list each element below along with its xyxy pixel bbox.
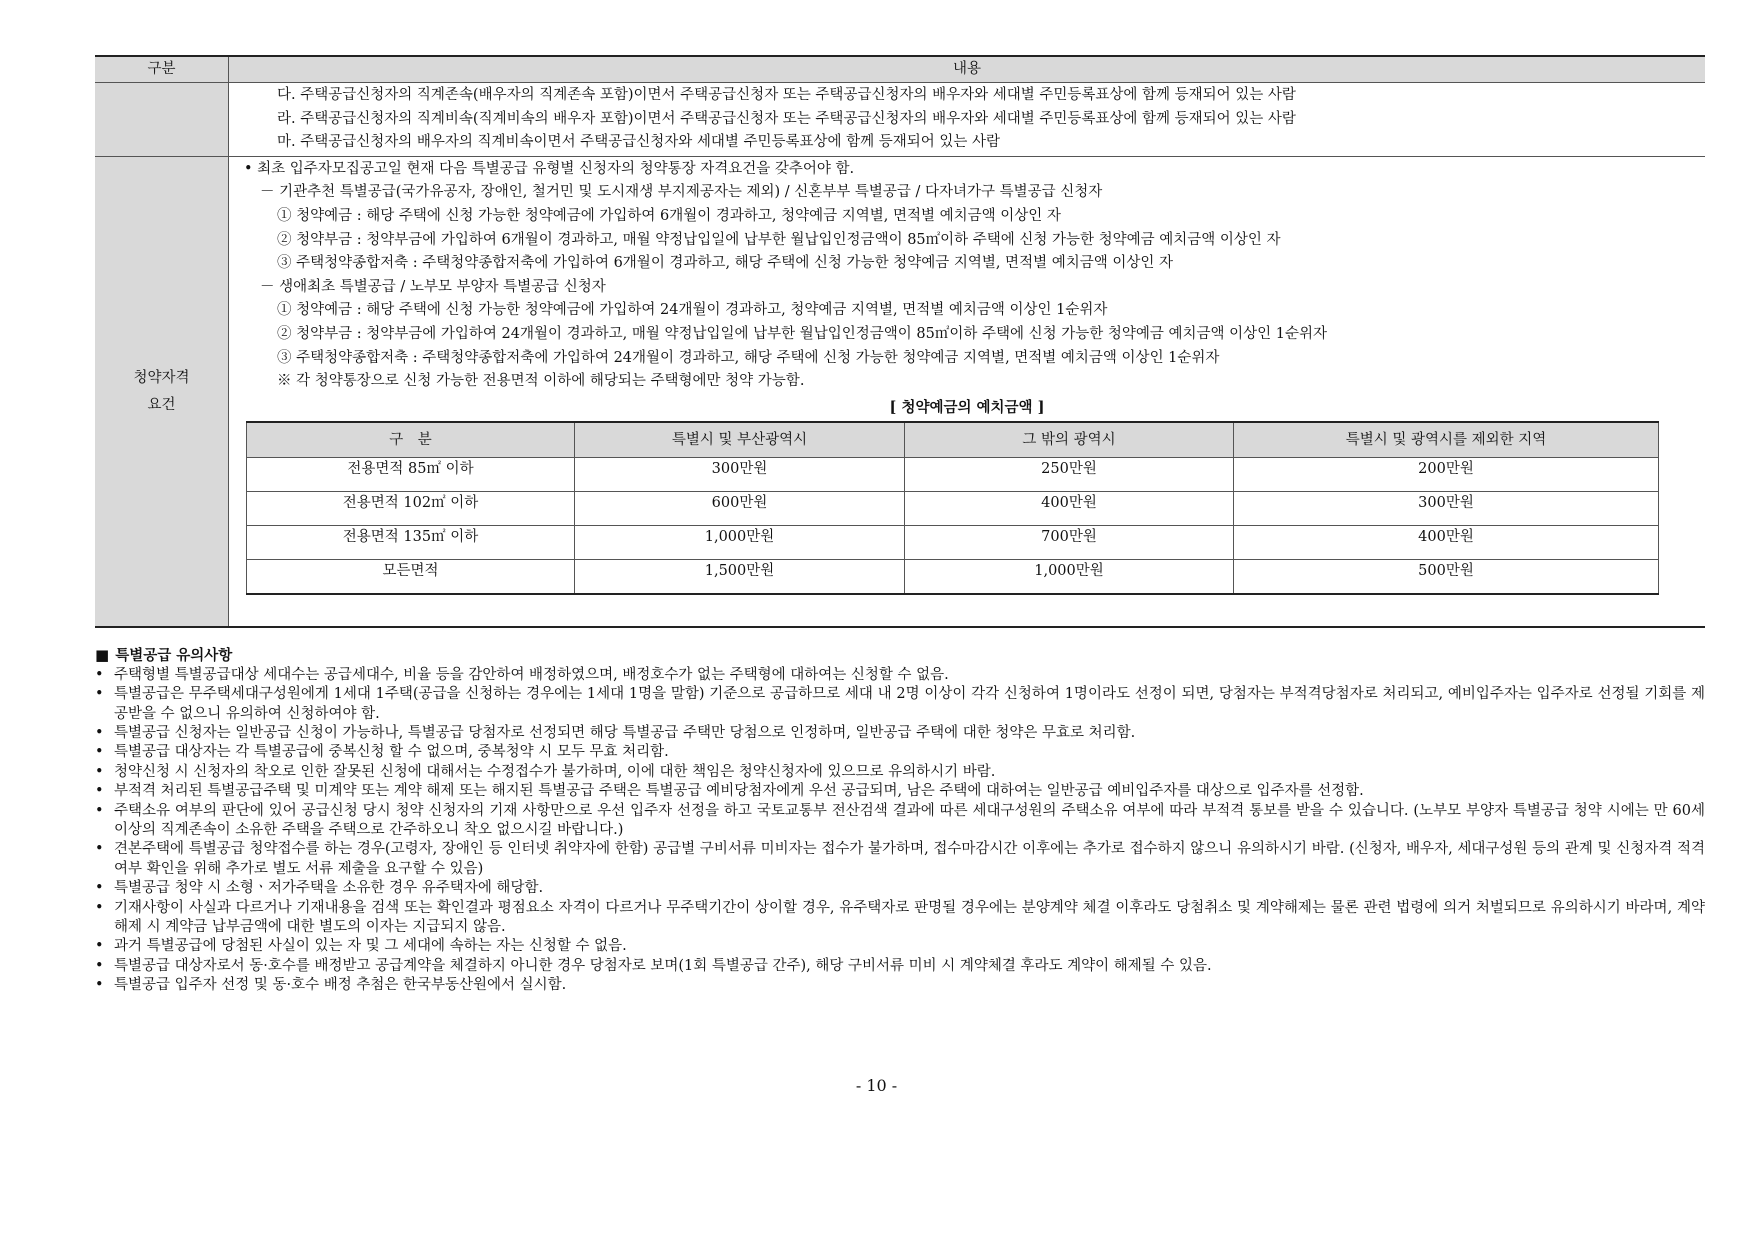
deposit-cell: 전용면적 102㎡ 이하 bbox=[247, 492, 575, 526]
bullet-dot-icon: • bbox=[95, 783, 104, 800]
deposit-cell: 200만원 bbox=[1234, 458, 1659, 492]
notes-title: ■ 특별공급 유의사항 bbox=[95, 646, 233, 665]
special-supply-notes bbox=[95, 646, 1705, 995]
list-item: • 특별공급 대상자로서 동·호수를 배정받고 공급계약을 체결하지 아니한 경우 당첨자로 보며(1회 특별공급 간주), 해당 구비서류 미비 시 계약체결 후라도 계약이 해제될 수 있음. bbox=[95, 957, 1705, 976]
bullet-dot-icon: • bbox=[95, 880, 104, 897]
bullet-dot-icon: • bbox=[95, 841, 104, 858]
bullet-dot-icon: • bbox=[95, 802, 104, 819]
deposit-cell: 전용면적 135㎡ 이하 bbox=[247, 526, 575, 560]
list-item: ③ 주택청약종합저축 : 주택청약종합저축에 가입하여 6개월이 경과하고, 해당 주택에 신청 가능한 청약예금 지역별, 면적별 예치금액 이상인 자 bbox=[277, 255, 1173, 272]
eligibility-table bbox=[95, 55, 1705, 628]
deposit-row bbox=[247, 492, 1659, 526]
list-item: • 청약신청 시 신청자의 착오로 인한 잘못된 신청에 대해서는 수정접수가 불가하며, 이에 대한 책임은 청약신청자에 있으므로 유의하시기 바람. bbox=[95, 763, 1705, 782]
deposit-row bbox=[247, 526, 1659, 560]
row-category-eligibility: 청약자격 요건 bbox=[95, 156, 229, 627]
deposit-table bbox=[246, 421, 1659, 595]
row-content bbox=[229, 156, 1706, 627]
document-page bbox=[95, 55, 1705, 996]
deposit-cell: 600만원 bbox=[575, 492, 905, 526]
list-item: ① 청약예금 : 해당 주택에 신청 가능한 청약예금에 가입하여 24개월이 경과하고, 청약예금 지역별, 면적별 예치금액 이상인 1순위자 bbox=[277, 302, 1108, 319]
deposit-cell: 250만원 bbox=[905, 458, 1234, 492]
deposit-header: 특별시 및 부산광역시 bbox=[575, 422, 905, 458]
bullet-dot-icon: • bbox=[95, 977, 104, 994]
header-category: 구분 bbox=[95, 56, 229, 83]
deposit-header: 그 밖의 광역시 bbox=[905, 422, 1234, 458]
list-item: • 특별공급 대상자는 각 특별공급에 중복신청 할 수 없으며, 중복청약 시 모두 무효 처리함. bbox=[95, 743, 1705, 762]
note-line: ※ 각 청약통장으로 신청 가능한 전용면적 이하에 해당되는 주택형에만 청약 가능함. bbox=[277, 373, 805, 390]
deposit-row bbox=[247, 458, 1659, 492]
row-category-empty bbox=[95, 83, 229, 157]
list-item: ① 청약예금 : 해당 주택에 신청 가능한 청약예금에 가입하여 6개월이 경과하고, 청약예금 지역별, 면적별 예치금액 이상인 자 bbox=[277, 207, 1061, 224]
deposit-cell: 300만원 bbox=[575, 458, 905, 492]
deposit-cell: 1,000만원 bbox=[575, 526, 905, 560]
deposit-header: 구 분 bbox=[247, 422, 575, 458]
bullet-dot-icon: • bbox=[95, 744, 104, 761]
bullet-dot-icon: • bbox=[95, 724, 104, 741]
table-row bbox=[95, 156, 1705, 627]
bullet-dot-icon: • bbox=[244, 160, 253, 177]
page-number: - 10 - bbox=[855, 1076, 898, 1095]
list-item: 마. 주택공급신청자의 배우자의 직계비속이면서 주택공급신청자와 세대별 주민등록표상에 함께 등재되어 있는 사람 bbox=[277, 134, 1001, 151]
list-item: • 부적격 처리된 특별공급주택 및 미계약 또는 계약 해제 또는 해지된 특별공급 주택은 특별공급 예비당첨자에게 우선 공급되며, 남은 주택에 대하여는 일반공급 예비입주자를 대상으로 입주자를 선정함. bbox=[95, 782, 1705, 801]
table-row bbox=[95, 83, 1705, 157]
deposit-cell: 400만원 bbox=[1234, 526, 1659, 560]
bullet-dot-icon: • bbox=[95, 938, 104, 955]
list-item: • 과거 특별공급에 당첨된 사실이 있는 자 및 그 세대에 속하는 자는 신청할 수 없음. bbox=[95, 937, 1705, 956]
deposit-header: 특별시 및 광역시를 제외한 지역 bbox=[1234, 422, 1659, 458]
list-item: 다. 주택공급신청자의 직계존속(배우자의 직계존속 포함)이면서 주택공급신청자 또는 주택공급신청자의 배우자와 세대별 주민등록표상에 함께 등재되어 있는 사람 bbox=[277, 87, 1296, 103]
deposit-row bbox=[247, 560, 1659, 595]
list-item: ③ 주택청약종합저축 : 주택청약종합저축에 가입하여 24개월이 경과하고, 해당 주택에 신청 가능한 청약예금 지역별, 면적별 예치금액 이상인 1순위자 bbox=[277, 349, 1220, 366]
list-item: • 견본주택에 특별공급 청약접수를 하는 경우(고령자, 장애인 등 인터넷 취약자에 한함) 공급별 구비서류 미비자는 접수가 불가하며, 접수마감시간 이후에는 추가로 접수하지 않으니 유의하시기 바람. (신청자, 배우자, 세대구성원 등의 관계 및 신청자격 적격 여부 확인을 위해 추가로 별도 서류 제출을 요구할 수 있음) bbox=[95, 841, 1705, 877]
deposit-cell: 300만원 bbox=[1234, 492, 1659, 526]
bullet-line: • 최초 입주자모집공고일 현재 다음 특별공급 유형별 신청자의 청약통장 자격요건을 갖추어야 함. bbox=[244, 160, 855, 177]
bullet-dot-icon: • bbox=[95, 686, 104, 703]
bullet-dot-icon: • bbox=[95, 666, 104, 683]
deposit-table-title: [ 청약예금의 예치금액 ] bbox=[889, 398, 1045, 416]
deposit-cell: 전용면적 85㎡ 이하 bbox=[247, 458, 575, 492]
table-header-row bbox=[95, 56, 1705, 83]
list-item: ② 청약부금 : 청약부금에 가입하여 24개월이 경과하고, 매월 약정납입일에 납부한 월납입인정금액이 85㎡이하 주택에 신청 가능한 청약예금 예치금액 이상인 1순위자 bbox=[277, 325, 1328, 342]
list-item: • 특별공급 신청자는 일반공급 신청이 가능하나, 특별공급 당첨자로 선정되면 해당 특별공급 주택만 당첨으로 인정하며, 일반공급 주택에 대한 청약은 무효로 처리함. bbox=[95, 724, 1705, 743]
list-item: • 특별공급은 무주택세대구성원에게 1세대 1주택(공급을 신청하는 경우에는 1세대 1명을 말함) 기준으로 공급하므로 세대 내 2명 이상이 각각 신청하여 1명이라도 선정이 되면, 당첨자는 부적격당첨자로 처리되고, 예비입주자는 입주자로 선정될 기회를 제공받을 수 없으니 유의하여 신청하여야 함. bbox=[95, 686, 1705, 722]
list-item: ② 청약부금 : 청약부금에 가입하여 6개월이 경과하고, 매월 약정납입일에 납부한 월납입인정금액이 85㎡이하 주택에 신청 가능한 청약예금 예치금액 이상인 자 bbox=[277, 231, 1281, 248]
list-item: • 기재사항이 사실과 다르거나 기재내용을 검색 또는 확인결과 평점요소 자격이 다르거나 무주택기간이 상이할 경우, 유주택자로 판명될 경우에는 분양계약 체결 이후라도 당첨취소 및 계약해제는 물론 관련 법령에 의거 처벌되므로 유의하시기 바라며, 계약해제 시 계약금 납부금액에 대한 별도의 이자는 지급되지 않음. bbox=[95, 899, 1705, 935]
deposit-cell: 400만원 bbox=[905, 492, 1234, 526]
header-content: 내용 bbox=[229, 56, 1706, 83]
deposit-header-row bbox=[247, 422, 1659, 458]
list-item: • 주택소유 여부의 판단에 있어 공급신청 당시 청약 신청자의 기재 사항만으로 우선 입주자 선정을 하고 국토교통부 전산검색 결과에 따른 세대구성원의 주택소유 여부에 따라 부적격 통보를 받을 수 있습니다. (노부모 부양자 특별공급 청약 시에는 만 60세 이상의 직계존속이 소유한 주택을 주택으로 간주하오니 착오 없으시길 바랍니다.) bbox=[95, 802, 1705, 838]
deposit-cell: 500만원 bbox=[1234, 560, 1659, 595]
row-content bbox=[229, 83, 1706, 157]
deposit-cell: 700만원 bbox=[905, 526, 1234, 560]
bullet-dot-icon: • bbox=[95, 957, 104, 974]
list-item: • 특별공급 청약 시 소형ㆍ저가주택을 소유한 경우 유주택자에 해당함. bbox=[95, 879, 1705, 898]
list-item: • 주택형별 특별공급대상 세대수는 공급세대수, 비율 등을 감안하여 배정하였으며, 배정호수가 없는 주택형에 대하여는 신청할 수 없음. bbox=[95, 666, 1705, 685]
square-bullet-icon: ■ bbox=[95, 646, 110, 665]
deposit-cell: 1,500만원 bbox=[575, 560, 905, 595]
list-item: • 특별공급 입주자 선정 및 동·호수 배정 추첨은 한국부동산원에서 실시함. bbox=[95, 976, 1705, 995]
group-title: － 기관추천 특별공급(국가유공자, 장애인, 철거민 및 도시재생 부지제공자는 제외) / 신혼부부 특별공급 / 다자녀가구 특별공급 신청자 bbox=[260, 184, 1103, 201]
bullet-dot-icon: • bbox=[95, 763, 104, 780]
deposit-cell: 1,000만원 bbox=[905, 560, 1234, 595]
list-item: 라. 주택공급신청자의 직계비속(직계비속의 배우자 포함)이면서 주택공급신청자 또는 주택공급신청자의 배우자와 세대별 주민등록표상에 함께 등재되어 있는 사람 bbox=[277, 110, 1296, 127]
deposit-cell: 모든면적 bbox=[247, 560, 575, 595]
bullet-dot-icon: • bbox=[95, 899, 104, 916]
group-title: － 생애최초 특별공급 / 노부모 부양자 특별공급 신청자 bbox=[260, 278, 606, 295]
